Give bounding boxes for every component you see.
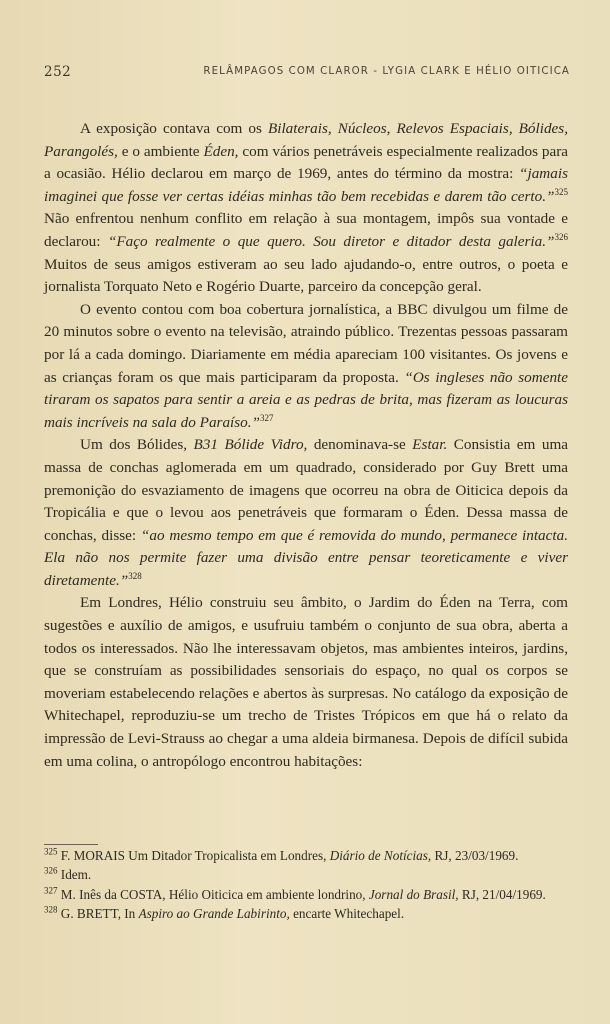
text-run: M. Inês da COSTA, Hélio Oiticica em ambiente londrino,	[57, 886, 369, 902]
text-run: G. BRETT, In	[57, 905, 139, 921]
italic-text: Jornal do Brasil,	[368, 886, 459, 902]
italic-text: Diário de Notícias,	[329, 848, 432, 863]
footnote-marker: 326	[554, 231, 568, 242]
italic-text: Estar.	[412, 436, 448, 454]
paragraph	[44, 299, 568, 435]
footnote-marker: 326	[44, 865, 58, 876]
italic-text: “jamais imaginei que fosse ver certas idéias minhas tão bem recebidas e darem tão certo.”	[44, 165, 568, 205]
text-run: denominava-se	[307, 436, 413, 454]
text-run: Idem.	[57, 867, 92, 883]
footnote	[44, 865, 566, 884]
italic-text: B31 Bólide Vidro,	[193, 436, 308, 454]
text-run: RJ, 23/03/1969.	[431, 848, 519, 863]
body-text	[44, 118, 568, 773]
italic-text: Aspiro ao Grande Labirinto,	[138, 905, 290, 921]
text-run: Um dos Bólides,	[80, 436, 194, 454]
text-run: Não enfrentou nenhum conflito em relação à sua montagem, impôs sua vontade e declarou:	[44, 210, 568, 250]
italic-text: Bilaterais, Núcleos, Relevos Espaciais, Bólides, Parangolés,	[44, 120, 569, 160]
footnote-marker: 328	[128, 570, 142, 581]
footnote	[44, 904, 566, 923]
footnote-marker: 325	[44, 846, 58, 857]
footnotes	[44, 846, 566, 923]
footnote-divider	[44, 844, 98, 845]
text-run: RJ, 21/04/1969.	[458, 886, 546, 902]
footnote	[44, 885, 566, 904]
italic-text: “ao mesmo tempo em que é removida do mundo, permanece intacta. Ela não nos permite fazer uma divisão entre pensar teoreticamente e viver diretamente.”	[44, 526, 568, 589]
footnote	[44, 846, 566, 865]
text-run: O evento contou com boa cobertura jornalística, a BBC divulgou um filme de 20 minutos sobre o evento na televisão, atraindo público. Trezentas pessoas passaram por lá a cada domingo. Diariamente em média apareciam 100 visitantes. Os jovens e as crianças foram os que mais participaram da proposta.	[44, 300, 568, 386]
footnote-marker: 328	[44, 904, 58, 915]
page-number: 252	[44, 64, 72, 80]
italic-text: “Faço realmente o que quero. Sou diretor e ditador desta galeria.”	[107, 232, 555, 250]
text-run: Em Londres, Hélio construiu seu âmbito, o Jardim do Éden na Terra, com sugestões e auxílio de amigos, e usufruiu também o conjunto de sua obra, aberta a todos os interessados. Não lhe interessavam objetos, mas ambientes inteiros, jardins, que se construíam as possibilidades sensoriais do espaço, no qual os corpos se moveriam estabelecendo relações e abertos às surpresas. No catálogo da exposição de Whitechapel, reproduziu-se um trecho de Tristes Trópicos em que há o relato da impressão de Levi-Strauss ao chegar a uma aldeia birmanesa. Depois de difícil subida em uma colina, o antropólogo encontrou habitações:	[44, 594, 568, 770]
text-run: e o ambiente	[117, 142, 204, 160]
running-head: RELÂMPAGOS COM CLAROR - LYGIA CLARK E HÉLIO OITICICA	[203, 66, 570, 77]
footnote-marker: 327	[260, 412, 274, 423]
text-run: A exposição contava com os	[80, 120, 268, 137]
text-run: Consistia em uma massa de conchas aglomerada em um quadrado, considerado por Guy Brett uma premonição do esvaziamento de imagens que ocorreu na obra de Oiticica depois da Tropicália e que o levou aos penetráveis que formaram o Éden. Dessa massa de conchas, disse:	[44, 436, 568, 544]
italic-text: Éden,	[203, 142, 239, 160]
text-run: Muitos de seus amigos estiveram ao seu lado ajudando-o, entre outros, o poeta e jornalista Torquato Neto e Rogério Duarte, parceiro da concepção geral.	[44, 255, 568, 296]
footnote-marker: 325	[554, 186, 568, 197]
paragraph	[44, 434, 568, 592]
page-header	[44, 64, 570, 84]
text-run: com vários penetráveis especialmente realizados para a ocasião. Hélio declarou em março de 1969, antes do término da mostra:	[44, 142, 569, 183]
footnote-marker: 327	[44, 885, 58, 896]
paragraph	[44, 118, 568, 299]
italic-text: “Os ingleses não somente tiraram os sapatos para sentir a areia e as pedras de brita, mas fizeram as loucuras mais incríveis na sala do Paraíso.”	[44, 368, 569, 431]
text-run: encarte Whitechapel.	[289, 905, 405, 921]
paragraph	[44, 592, 568, 773]
text-run: F. MORAIS Um Ditador Tropicalista em Londres,	[57, 848, 330, 863]
